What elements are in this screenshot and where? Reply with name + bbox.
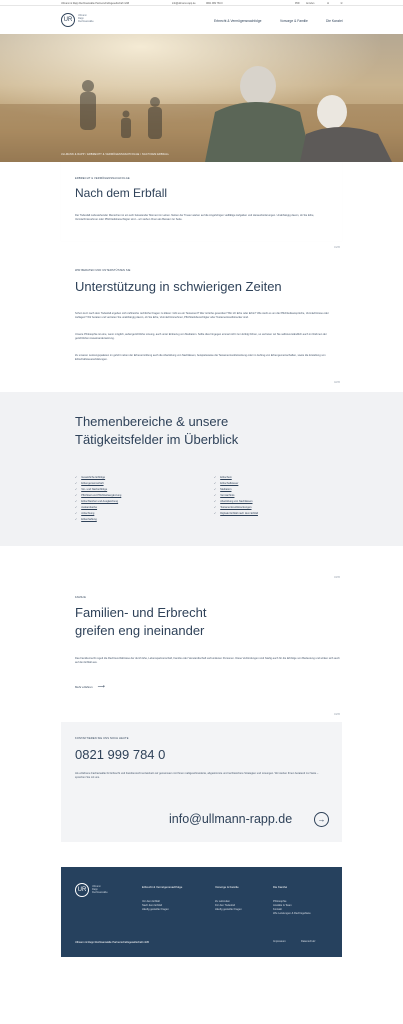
footer-link[interactable]: Philosophie bbox=[273, 900, 287, 903]
check-icon: ✓ bbox=[214, 482, 217, 485]
family-text: Das Familienrecht regelt die Rechtsverhältnisse der durch Ehe, Lebenspartnerschaft, Familie oder Verwandtschaft verbundenen Personen. Diese Verbindungen sind häufig auch für die Erbfolge von Bedeutung und wirken sich auch auf den Erbfall aus. bbox=[75, 657, 340, 664]
check-icon: ✓ bbox=[75, 476, 78, 479]
topics-title: Themenbereiche & unsere Tätigkeitsfelder im Überblick bbox=[75, 414, 239, 447]
contact-kicker: KONTAKTIEREN SIE UNS NOCH HEUTE bbox=[75, 737, 129, 740]
logo[interactable]: UR bbox=[61, 13, 75, 27]
check-icon: ✓ bbox=[75, 518, 78, 521]
footer-link[interactable]: Nach dem Erbfall bbox=[142, 904, 162, 907]
intro-kicker: ERBRECHT & VERMÖGENSNACHFOLGE bbox=[75, 177, 130, 180]
list-item[interactable]: ✓ Pflichtteil und Pflichtteilsergänzung bbox=[75, 494, 122, 497]
check-icon: ✓ bbox=[214, 488, 217, 491]
page-indicator: 03/05 bbox=[334, 576, 340, 579]
list-item[interactable]: ✓ Erbenhaftung bbox=[75, 518, 97, 521]
footer-col-heading: Erbrecht & Vermögensnachfolge bbox=[142, 885, 183, 889]
nav-vorsorge[interactable]: Vorsorge & Familie bbox=[280, 18, 308, 23]
footer-col-heading: Vorsorge & Familie bbox=[215, 885, 239, 889]
page-indicator: 04/05 bbox=[334, 713, 340, 716]
check-icon: ✓ bbox=[214, 500, 217, 503]
footer-link[interactable]: Für den Todesfall bbox=[215, 904, 235, 907]
topics-section bbox=[0, 392, 403, 546]
intro-text: Der Todesfall nahestehender Menschen ist ein sehr belastender Moment im Leben. Neben der Trauer warten auf die Angehörigen vielfältige Aufgaben und Herausforderungen. Unabhängig davon, ob Sie Erbe, Vermächtnisnehmer oder Pflichtteilsberechtigter sind – wir stehen Ihnen als Berater zur Seite. bbox=[75, 214, 315, 221]
topbar-email[interactable]: info@ullmann-rapp.de bbox=[172, 1, 196, 5]
list-item[interactable]: ✓ Anfechtung bbox=[75, 512, 95, 515]
list-item[interactable]: ✓ Gesetzliche Erbfolge bbox=[75, 476, 106, 479]
footer-col-heading: Die Kanzlei bbox=[273, 885, 288, 889]
support-title: Unterstützung in schwierigen Zeiten bbox=[75, 279, 282, 294]
list-item[interactable]: ✓ Auslandserbe bbox=[75, 506, 98, 509]
footer-link[interactable]: Vor dem Erbfall bbox=[142, 900, 160, 903]
check-icon: ✓ bbox=[75, 482, 78, 485]
more-link[interactable]: Mehr erfahren ⟶ bbox=[75, 684, 105, 690]
nav-erbrecht[interactable]: Erbrecht & Vermögensnachfolge bbox=[214, 18, 262, 23]
contact-text: Als erfahrene Fachanwälte für Erbrecht und Familienrecht entwickeln wir gemeinsam mit Ihnen maßgeschneiderte, abgestimmte und rechtssichere Strategien und Lösungen. Wir stehen Ihnen beratend zur Seite – sprechen Sie mit uns. bbox=[75, 772, 319, 779]
footer-link[interactable]: Anwälte & Team bbox=[273, 904, 292, 907]
support-paragraph-1: Schon kurz nach dem Todesfall ergeben sich zahlreiche rechtliche Fragen zu klären: Gibt es ein Testament? Wer ist Erbe geworden? Bin ich Erbe oder Erbin? Wie steht es um die Pflichtteilsansprüche, Vermächtnisse oder Auflagen? Wir beraten und vertreten Sie unabhängig davon, ob Sie Erbe, Vermächtnisnehmer, Pflichtteilsberechtigter oder Testamentsvollstrecker sind. bbox=[75, 312, 329, 319]
family-kicker: FAMILIE bbox=[75, 596, 86, 599]
check-icon: ✓ bbox=[214, 506, 217, 509]
list-item[interactable]: ✓ Vor- und Nacherbfolge bbox=[75, 488, 108, 491]
list-item[interactable]: ✓ Erbschaftsteuer bbox=[214, 482, 239, 485]
contact-phone[interactable]: 0821 999 784 0 bbox=[75, 747, 166, 762]
logo-text: Ullmann Rapp Rechtsanwälte bbox=[78, 14, 94, 24]
footer-datenschutz[interactable]: Datenschutz bbox=[301, 940, 316, 943]
list-item[interactable]: ✓ Vermächtnis bbox=[214, 494, 235, 497]
footer-logo-text: Ullmann Rapp Rechtsanwälte bbox=[92, 885, 108, 895]
arrow-right-icon: ⟶ bbox=[97, 684, 105, 690]
list-item[interactable]: ✓ Erbengemeinschaft bbox=[75, 482, 104, 485]
phone-icon[interactable]: ☏ bbox=[340, 1, 343, 5]
support-kicker: WIR BERATEN UND UNTERSTÜTZEN SIE bbox=[75, 269, 131, 272]
check-icon: ✓ bbox=[214, 494, 217, 497]
site-footer bbox=[61, 867, 342, 957]
support-paragraph-2: Unsere Philosophie ist eine, wenn möglich, außergerichtliche Lösung, auch unter Einbezug von Mediation. Sollte dies hingegen einmal nicht zum Erfolg führen, so vertreten wir Sie selbstverständlich auch im Rahmen der gerichtlichen Auseinandersetzung. bbox=[75, 333, 327, 340]
mail-icon[interactable]: ✉ bbox=[327, 1, 330, 5]
family-title: Familien- und Erbrecht greifen eng ineinander bbox=[75, 605, 207, 638]
topbar-link-call[interactable]: Anrufen bbox=[306, 1, 315, 5]
contact-email[interactable]: info@ullmann-rapp.de bbox=[169, 812, 293, 826]
topbar-phone[interactable]: 0821 999 784 0 bbox=[206, 1, 223, 5]
list-item[interactable]: ✓ Erbschleicher und Ausgleichung bbox=[75, 500, 119, 503]
footer-link[interactable]: Häufig gestellte Fragen bbox=[142, 908, 169, 911]
hero-photo bbox=[0, 34, 403, 162]
list-item[interactable]: ✓ Digitaler Erbfall nach dem Erbfall bbox=[214, 512, 258, 515]
list-item[interactable]: ✓ Abwicklung von Nachlässen bbox=[214, 500, 253, 503]
check-icon: ✓ bbox=[75, 488, 78, 491]
list-item[interactable]: ✓ Mediation bbox=[214, 488, 232, 491]
site-header bbox=[0, 6, 403, 34]
breadcrumb[interactable]: ULLMANN & RAPP / ERBRECHT & VERMÖGENSNACHFOLGE / NACH DEM ERBFALL bbox=[61, 153, 170, 156]
footer-link[interactable]: Kontakt bbox=[273, 908, 282, 911]
contact-card bbox=[61, 722, 342, 842]
check-icon: ✓ bbox=[214, 512, 217, 515]
topbar-link-pdf[interactable]: PDF bbox=[295, 1, 300, 5]
footer-company: Ullmann & Rapp Rechtsanwälte Partnerschaftsgesellschaft mbB bbox=[75, 941, 149, 944]
footer-link[interactable]: Häufig gestellte Fragen bbox=[215, 908, 242, 911]
footer-link[interactable]: Zu Lebzeiten bbox=[215, 900, 230, 903]
check-icon: ✓ bbox=[75, 500, 78, 503]
list-item[interactable]: ✓ Testamentsvollstreckungen bbox=[214, 506, 252, 509]
check-icon: ✓ bbox=[75, 506, 78, 509]
support-paragraph-3: Zu unseren Leistungspaketen im gehört neben der Erbenermittlung auch die Abwicklung von Nachlässen, beispielsweise die Testamentsvollstreckung oder im Auftrag von Erbengemeinschaften, sowie die Erstellung von Erbschaftsteuererklärungen. bbox=[75, 354, 326, 361]
check-icon: ✓ bbox=[75, 512, 78, 515]
hero-image bbox=[0, 34, 403, 162]
footer-logo[interactable]: UR bbox=[75, 883, 89, 897]
footer-link[interactable]: Wie Leistungen & Rechtsgebiete bbox=[273, 912, 311, 915]
page-indicator: 01/05 bbox=[334, 246, 340, 249]
intro-card bbox=[61, 162, 342, 241]
page-title: Nach dem Erbfall bbox=[75, 186, 168, 200]
page-indicator: 02/05 bbox=[334, 381, 340, 384]
check-icon: ✓ bbox=[214, 476, 217, 479]
arrow-right-icon[interactable]: → bbox=[314, 812, 329, 827]
list-item[interactable]: ✓ Erbschein bbox=[214, 476, 232, 479]
nav-kanzlei[interactable]: Die Kanzlei bbox=[326, 18, 343, 23]
topbar-company: Ullmann & Rapp Rechtsanwälte Partnerschaftsgesellschaft mbB bbox=[61, 1, 130, 5]
footer-impressum[interactable]: Impressum bbox=[273, 940, 286, 943]
check-icon: ✓ bbox=[75, 494, 78, 497]
